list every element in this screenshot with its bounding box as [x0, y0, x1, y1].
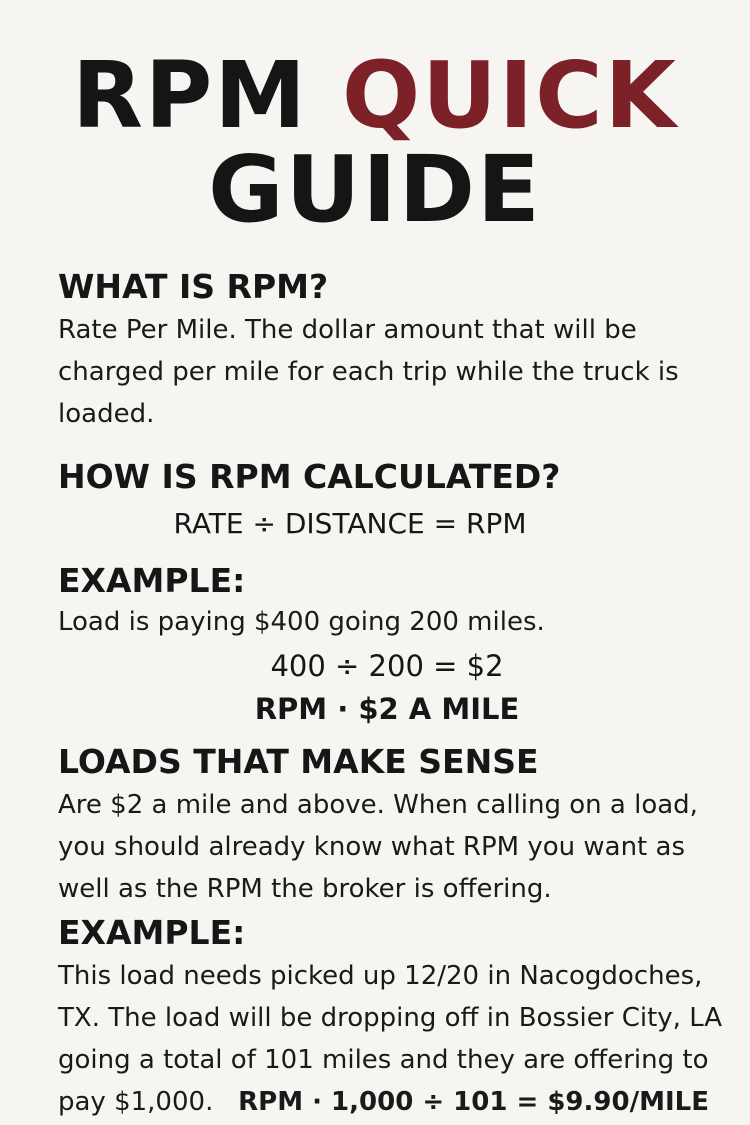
title-line-2: GUIDE [208, 136, 542, 243]
example-1-heading: EXAMPLE: [58, 561, 246, 600]
example-2-result: RPM · 1,000 ÷ 101 = $9.90/MILE [238, 1087, 709, 1117]
title-word-quick: QUICK [341, 42, 678, 149]
example-2-text: This load needs picked up 12/20 in Nacogdoches, TX. The load will be dropping off in Bossier City, LA going a total of 101 miles and they are offering to pay $1,000. [58, 961, 723, 1117]
example-1-result: RPM · $2 A MILE [254, 692, 520, 726]
example-1-calc: 400 ÷ 200 = $2 [270, 649, 504, 683]
loads-make-sense-text: Are $2 a mile and above. When calling on a load, you should already know what RPM you want as well as the RPM the broker is offering. [58, 790, 698, 904]
example-2-paragraph [58, 955, 728, 1123]
example-2-heading: EXAMPLE: [58, 913, 246, 952]
example-1-text: Load is paying $400 going 200 miles. [58, 607, 545, 637]
what-is-rpm-heading: WHAT IS RPM? [58, 267, 329, 306]
title-line-1 [0, 42, 750, 149]
what-is-rpm-text: Rate Per Mile. The dollar amount that will be charged per mile for each trip while the truck is loaded. [58, 315, 679, 429]
title-word-rpm: RPM [72, 42, 308, 149]
formula-text: RATE ÷ DISTANCE = RPM [173, 507, 527, 540]
loads-make-sense-heading: LOADS THAT MAKE SENSE [58, 742, 539, 781]
how-calculated-heading: HOW IS RPM CALCULATED? [58, 457, 561, 496]
